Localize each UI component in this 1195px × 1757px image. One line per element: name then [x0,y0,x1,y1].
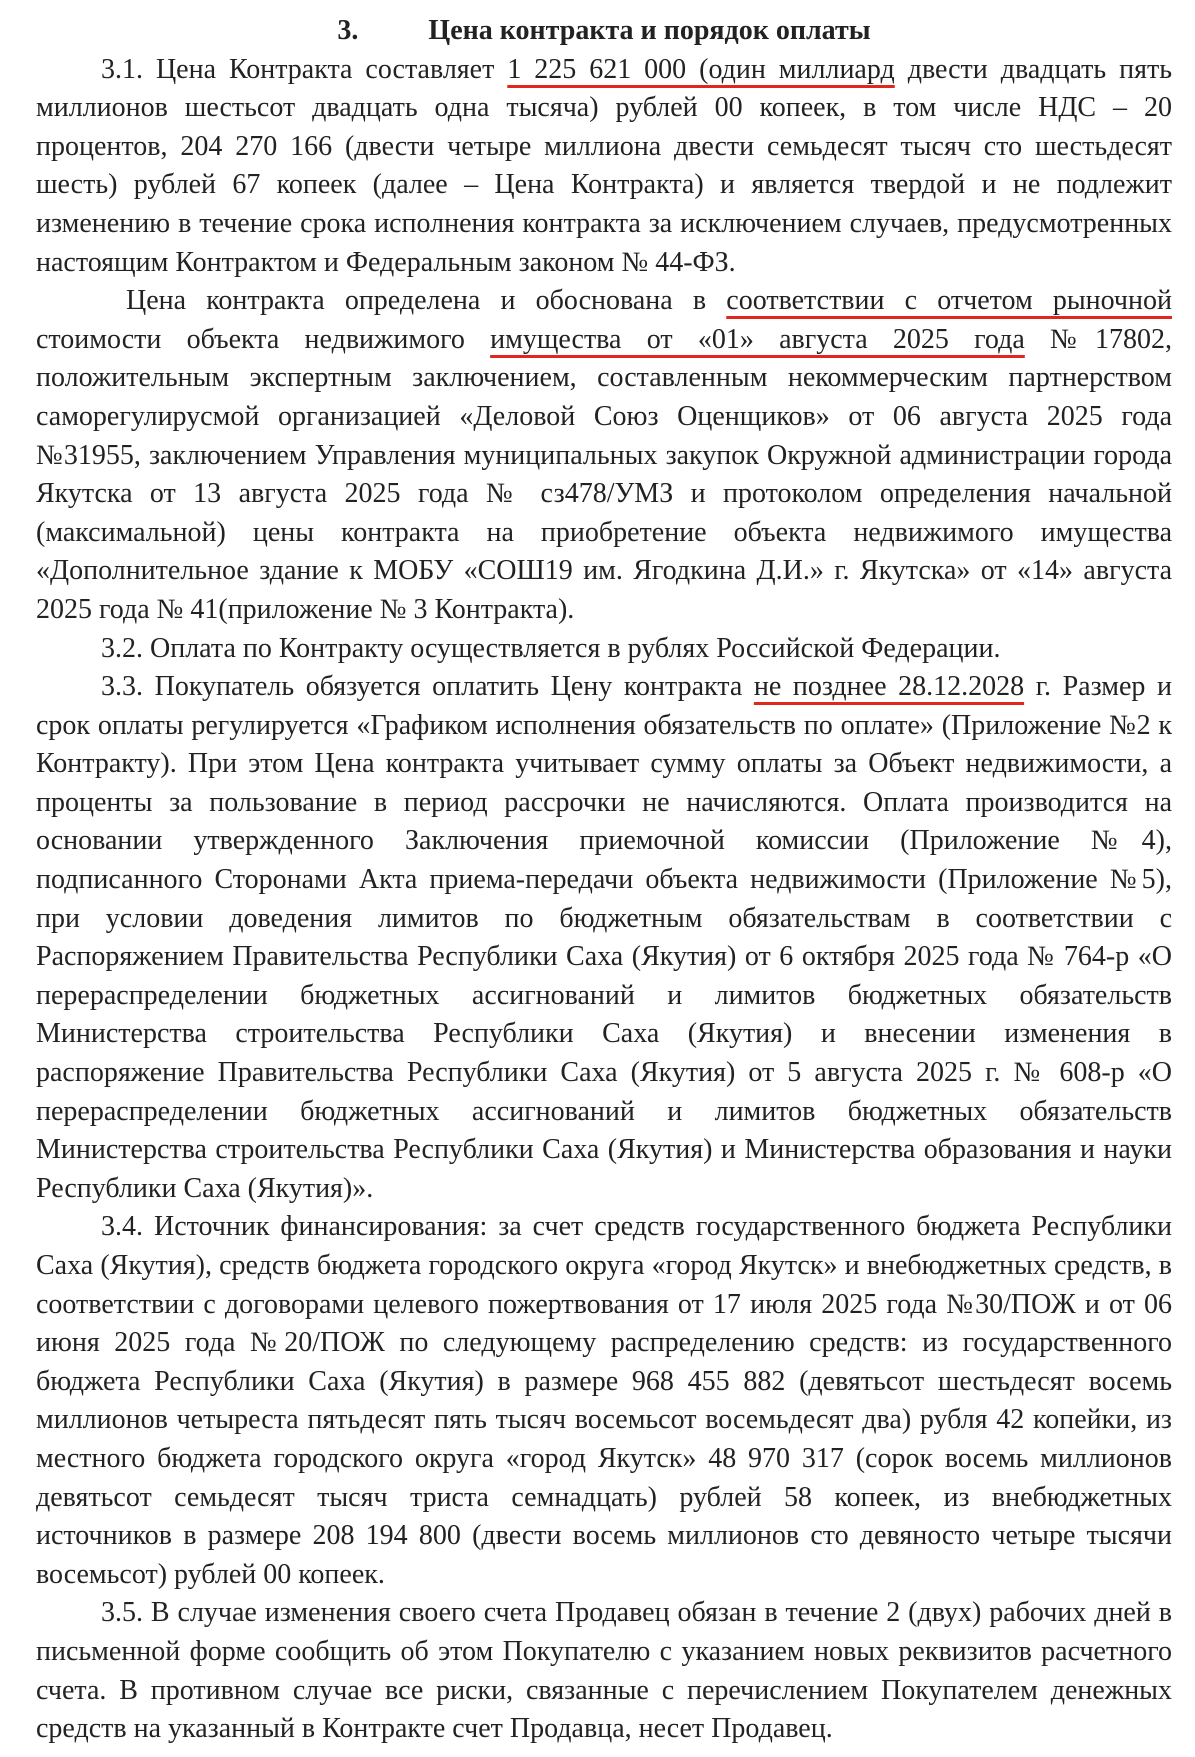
clause-3-1 [36,51,1172,283]
clause-3-1-price-basis [36,282,1172,629]
section-heading [36,12,1172,51]
clause-3-3-text-start: 3.3. Покупатель обязуется оплатить Цену контракта [101,671,754,703]
clause-3-3 [36,668,1172,1208]
section-number: 3. [337,15,359,46]
highlight-payment-deadline: не позднее 28.12.2028 [753,671,1025,703]
clause-3-3-text-end: г. Размер и срок оплаты регулируется «Графиком исполнения обязательств по оплате» (Приложение №2 к Контракту). При этом Цена контракта учитывает сумму оплаты за Объект недвижимости, а проценты за пользование в период рассрочки не начисляются. Оплата производится на основании утвержденного Заключения приемочной комиссии (Приложение №4), подписанного Сторонами Акта приема-передачи объекта недвижимости (Приложение №5), при условии доведения лимитов по бюджетным обязательствам в соответствии с Распоряжением Правительства Республики Саха (Якутия) от 6 октября 2025 года № 764-р «О перераспределении бюджетных ассигнований и лимитов бюджетных обязательств Министерства строительства Республики Саха (Якутия) и внесении изменения в распоряжение Правительства Республики Саха (Якутия) от 5 августа 2025 г. № 608-р «О перераспределении бюджетных ассигнований и лимитов бюджетных обязательств Министерства строительства Республики Саха (Якутия) и Министерства образования и науки Республики Саха (Якутия)». [36,671,1172,1204]
contract-page [36,12,1172,1749]
price-basis-text-end: №17802, положительным экспертным заключением, составленным некоммерческим партнерством саморегулирусмой организацией «Деловой Союз Оценщиков» от 06 августа 2025 года №31955, заключением Управления муниципальных закупок Окружной администрации города Якутска от 13 августа 2025 года № сз478/УМЗ и протоколом определения начальной (максимальной) цены контракта на приобретение объекта недвижимого имущества «Дополнительное здание к МОБУ «СОШ19 им. Ягодкина Д.И.» г. Якутска» от «14» августа 2025 года № 41(приложение № 3 Контракта). [36,323,1173,625]
clause-3-1-text-start: 3.1. Цена Контракта составляет [101,53,508,85]
highlight-market-report: соответствии с отчетом рыночной [726,285,1172,317]
clause-3-2: 3.2. Оплата по Контракту осуществляется в рублях Российской Федерации. [101,632,1001,664]
highlight-contract-price: 1 225 621 000 (один миллиард [507,53,895,85]
section-title: Цена контракта и порядок оплаты [428,15,871,46]
clause-3-1-text-end: двести двадцать пять миллионов шестьсот двадцать одна тысяча) рублей 00 копеек, в том числе НДС – 20 процентов, 204 270 166 (двести четыре миллиона двести семьдесят тысяч сто шестьдесят шесть) рублей 67 копеек (далее – Цена Контракта) и является твердой и не подлежит изменению в течение срока исполнения контракта за исключением случаев, предусмотренных настоящим Контрактом и Федеральным законом № 44-ФЗ. [36,53,1173,278]
price-basis-text-mid: стоимости объекта недвижимого [36,323,491,355]
highlight-report-date: имущества от «01» августа 2025 года [490,323,1025,355]
clause-3-5: 3.5. В случае изменения своего счета Продавец обязан в течение 2 (двух) рабочих дней в письменной форме сообщить об этом Покупателю с указанием новых реквизитов расчетного счета. В противном случае все риски, связанные с перечислением Покупателем денежных средств на указанный в Контракте счет Продавца, несет Продавец. [36,1597,1172,1745]
price-basis-text-start: Цена контракта определена и обоснована в [126,285,727,317]
clause-3-4: 3.4. Источник финансирования: за счет средств государственного бюджета Республики Саха (Якутия), средств бюджета городского округа «город Якутск» и внебюджетных средств, в соответствии с договорами целевого пожертвования от 17 июля 2025 года №30/ПОЖ и от 06 июня 2025 года №20/ПОЖ по следующему распределению средств: из государственного бюджета Республики Саха (Якутия) в размере 968 455 882 (девятьсот шестьдесят восемь миллионов четыреста пятьдесят пять тысяч восемьсот восемьдесят два) рубля 42 копейки, из местного бюджета городского округа «город Якутск» 48 970 317 (сорок восемь миллионов девятьсот семьдесят тысяч триста семнадцать) рублей 58 копеек, из внебюджетных источников в размере 208 194 800 (двести восемь миллионов сто девяносто четыре тысячи восемьсот) рублей 00 копеек. [36,1211,1172,1590]
